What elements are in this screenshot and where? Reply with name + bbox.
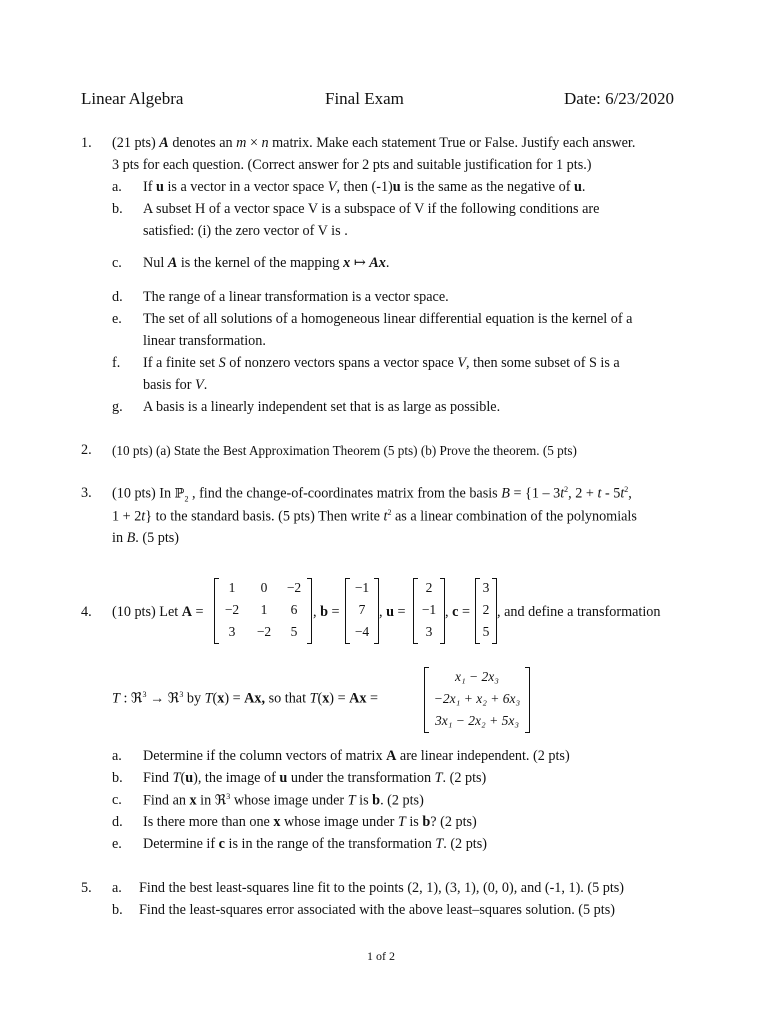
vector-u-cell: 2 xyxy=(425,580,433,595)
q3-line2: 1 + 2t} to the standard basis. (5 pts) Then write $t^2$ as a linear combination of the polynomials xyxy=(112,508,637,525)
vector-b xyxy=(345,578,379,644)
q1e-line2: linear transformation. xyxy=(143,333,266,349)
matrix-a xyxy=(214,578,312,644)
q2-text: (10 pts) (a) State the Best Approximation Theorem (5 pts) (b) Prove the theorem. (5 pts) xyxy=(112,443,577,458)
matrix-a-cell: −2 xyxy=(224,602,240,617)
q4-define-text: , and define a transformation xyxy=(497,604,661,620)
q4d-text: Is there more than one x whose image under T is b? (2 pts) xyxy=(143,814,477,830)
matrix-a-cell: 1 xyxy=(228,580,236,595)
vector-c-cell: 2 xyxy=(482,602,490,617)
q1d-label: d. xyxy=(112,289,123,305)
q4c-label: c. xyxy=(112,792,122,808)
vector-b-cell: 7 xyxy=(358,602,366,617)
q1c-label: c. xyxy=(112,255,122,271)
q3-line1: (10 pts) In ℙ$_2$ , find the change-of-coordinates matrix from the basis $B = \{1 - 3t^2$, $2 + t - 5t^2$, xyxy=(112,485,632,504)
vector-u xyxy=(413,578,445,644)
q4e-text: Determine if c is in the range of the transformation T. (2 pts) xyxy=(143,836,487,852)
matrix-a-cell: 5 xyxy=(290,624,298,639)
vector-c-label: , c = xyxy=(445,604,470,620)
q1g-label: g. xyxy=(112,399,123,415)
q4a-text: Determine if the column vectors of matrix A are linear independent. (2 pts) xyxy=(143,748,570,764)
vector-u-label: , u = xyxy=(379,604,406,620)
image-vector xyxy=(424,667,530,733)
q3-number: 3. xyxy=(81,485,92,501)
vector-b-label: , b = xyxy=(313,604,340,620)
q4e-label: e. xyxy=(112,836,122,852)
q1e-label: e. xyxy=(112,311,122,327)
matrix-a-cell: 0 xyxy=(260,580,268,595)
q1f-label: f. xyxy=(112,355,121,371)
course-title: Linear Algebra xyxy=(81,89,184,108)
q4d-label: d. xyxy=(112,814,123,830)
q1-intro: (21 pts) A denotes an m × n matrix. Make each statement True or False. Justify each answer. xyxy=(112,135,636,151)
q5a-label: a. xyxy=(112,880,122,896)
q4b-label: b. xyxy=(112,770,123,786)
image-vector-row: x₁ − 2x₃ xyxy=(455,669,499,684)
q1f-line1: If a finite set S of nonzero vectors spans a vector space V, then some subset of S is a xyxy=(143,355,620,371)
image-vector-row: −2x₁ + x₂ + 6x₃ xyxy=(433,691,521,706)
q1f-line2: basis for V. xyxy=(143,377,208,393)
q1e-line1: The set of all solutions of a homogeneous linear differential equation is the kernel of a xyxy=(143,311,633,327)
q1c-text: Nul A is the kernel of the mapping x ↦ Ax. xyxy=(143,255,390,271)
vector-c xyxy=(475,578,497,644)
image-vector-row: 3x₁ − 2x₂ + 5x₃ xyxy=(434,713,520,728)
q1b-line1: A subset H of a vector space V is a subspace of V if the following conditions are xyxy=(143,201,600,217)
q5-number: 5. xyxy=(81,880,92,896)
page-number: 1 of 2 xyxy=(367,949,395,963)
q5b-text: Find the least-squares error associated with the above least–squares solution. (5 pts) xyxy=(139,902,615,918)
q3-line3: in B. (5 pts) xyxy=(112,530,180,546)
vector-b-cell: −1 xyxy=(354,580,370,595)
vector-b-cell: −4 xyxy=(354,624,370,639)
q5a-text: Find the best least-squares line fit to the points (2, 1), (3, 1), (0, 0), and (-1, 1). (5 pts) xyxy=(139,880,625,896)
matrix-a-cell: −2 xyxy=(256,624,272,639)
vector-u-cell: −1 xyxy=(421,602,437,617)
matrix-a-cell: 1 xyxy=(260,602,268,617)
q1-number: 1. xyxy=(81,135,92,151)
q1-scoring: 3 pts for each question. (Correct answer for 2 pts and suitable justification for 1 pts.) xyxy=(112,157,592,173)
exam-date: Date: 6/23/2020 xyxy=(564,89,675,108)
q4-number: 4. xyxy=(81,604,92,620)
q4b-text: Find T(u), the image of u under the transformation T. (2 pts) xyxy=(143,770,487,786)
q1g-text: A basis is a linearly independent set that is as large as possible. xyxy=(143,399,501,415)
matrix-a-cell: 3 xyxy=(228,624,236,639)
q1b-line2: satisfied: (i) the zero vector of V is . xyxy=(143,223,348,239)
q1a-text: If u is a vector in a vector space V, then (-1)u is the same as the negative of u. xyxy=(143,179,586,195)
matrix-a-cell: 6 xyxy=(290,602,298,617)
vector-u-cell: 3 xyxy=(425,624,433,639)
polynomial-space-symbol: ℙ xyxy=(174,486,185,502)
exam-title: Final Exam xyxy=(325,89,404,108)
q1d-text: The range of a linear transformation is a vector space. xyxy=(143,289,449,305)
transformation-definition: T : ℜ$^3$ → ℜ$^3$ by T(x) = Ax, so that T(x) = Ax = xyxy=(112,690,379,707)
vector-c-cell: 3 xyxy=(482,580,490,595)
vector-c-cell: 5 xyxy=(482,624,490,639)
q4c-text: Find an x in ℜ$^3$ whose image under T is b. (2 pts) xyxy=(143,792,424,809)
q2-number: 2. xyxy=(81,442,92,458)
q1a-label: a. xyxy=(112,179,122,195)
q1b-label: b. xyxy=(112,201,123,217)
matrix-a-cell: −2 xyxy=(286,580,302,595)
q4-let: (10 pts) Let A = xyxy=(112,604,204,620)
q4a-label: a. xyxy=(112,748,122,764)
q5b-label: b. xyxy=(112,902,123,918)
